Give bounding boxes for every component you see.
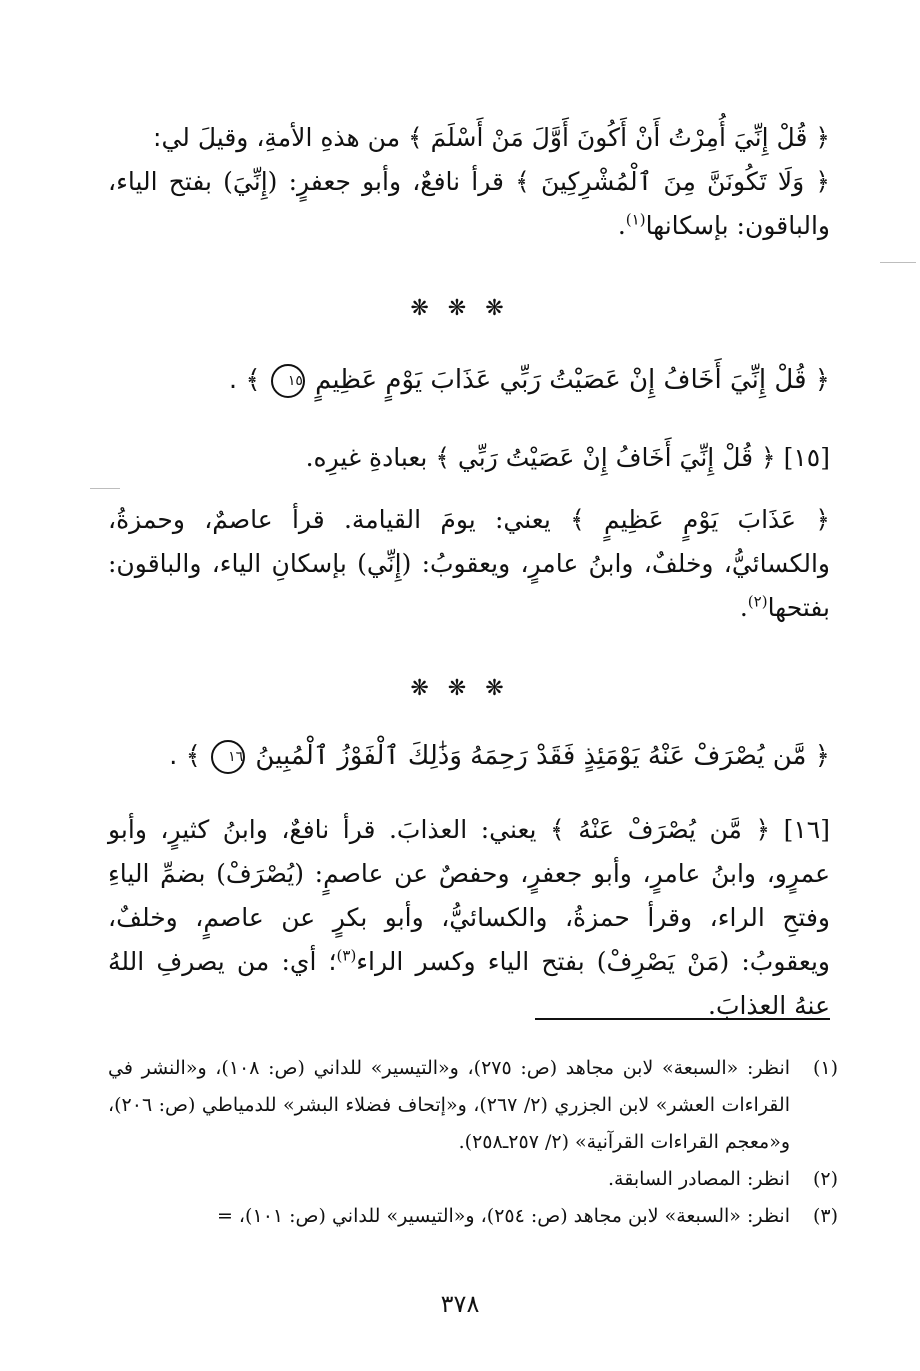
- verse-16-text: مَّن يُصْرَفْ عَنْهُ يَوْمَئِذٍ فَقَدْ رَحِمَهُ وَذَٰلِكَ ٱلْفَوْزُ ٱلْمُبِينُ: [255, 741, 807, 771]
- verse-15-text: قُلْ إِنِّيَ أَخَافُ إِنْ عَصَيْتُ رَبِّي عَذَابَ يَوْمٍ عَظِيمٍ: [315, 365, 807, 395]
- footnote-text: انظر: المصادر السابقة.: [607, 1168, 790, 1190]
- scan-artifact-line: [90, 488, 120, 489]
- footnotes: [108, 1050, 838, 1235]
- verse-15: [108, 358, 830, 402]
- footnote-text: انظر: «السبعة» لابن مجاهد (ص: ٢٧٥)، و«التيسير» للداني (ص: ١٠٨)، و«النشر في القراءات العشر» لابن الجزري (٢/ ٢٦٧)، و«إتحاف فضلاء البشر» للدمياطي (ص: ٢٠٦)، و«معجم القراءات القرآنية» (٢/ ٢٥٧ـ٢٥٨).: [108, 1057, 791, 1153]
- paragraph-verse-15-commentary: [108, 436, 830, 480]
- verse-16: [108, 734, 830, 778]
- commentary-text: ؛ أي: من يصرفِ اللهُ عنهُ العذابَ.: [108, 947, 830, 1020]
- paragraph-verse-16-commentary: [108, 808, 830, 1028]
- verse-open-bracket: ﴿: [806, 365, 830, 395]
- footnote-number: (٣): [812, 1205, 838, 1227]
- footnote-text: انظر: «السبعة» لابن مجاهد (ص: ٢٥٤)، و«التيسير» للداني (ص: ١٠١)، =: [216, 1205, 790, 1227]
- scan-artifact-line: [880, 262, 916, 263]
- footnote-divider: [535, 1018, 830, 1020]
- verse-open-bracket: ﴿: [806, 741, 830, 771]
- footnote-item: [108, 1050, 838, 1161]
- section-separator: ❋ ❋ ❋: [410, 676, 510, 701]
- footnote-item: [108, 1161, 838, 1198]
- verse-quote: ﴿ وَلَا تَكُونَنَّ مِنَ ٱلْمُشْرِكِينَ ﴾: [515, 167, 830, 196]
- period: .: [617, 211, 626, 240]
- footnote-ref-1[interactable]: (١): [625, 210, 646, 229]
- verse-close-bracket: ﴾ .: [169, 741, 210, 771]
- commentary-text: قرأ نافعٌ، وأبو جعفرٍ: (إِنِّيَ) بفتح الياء، والباقون: بإسكانها: [108, 167, 830, 240]
- ayah-number-marker: ١٥: [271, 364, 305, 398]
- ayah-number-marker: ١٦: [211, 740, 245, 774]
- page-number: ٣٧٨: [440, 1290, 480, 1318]
- paragraph-verse-14-continuation: [108, 116, 830, 248]
- section-separator: ❋ ❋ ❋: [410, 296, 510, 321]
- commentary-text: يعني: يومَ القيامة. قرأ عاصمٌ، وحمزةُ، والكسائيُّ، وخلفٌ، وابنُ عامرٍ، ويعقوبُ: (إِنِّي) بإسكانِ الياء، والباقون: بفتحها: [108, 505, 830, 622]
- footnote-item: [108, 1198, 838, 1235]
- footnote-ref-3[interactable]: (٣): [336, 946, 357, 965]
- verse-close-bracket: ﴾ .: [228, 365, 269, 395]
- footnote-number: (١): [812, 1057, 838, 1079]
- verse-quote: ﴿ عَذَابَ يَوْمٍ عَظِيمٍ ﴾: [570, 505, 830, 534]
- paragraph-verse-15-readings: [108, 498, 830, 630]
- period: .: [739, 593, 748, 622]
- commentary-line: [١٥] ﴿ قُلْ إِنِّيَ أَخَافُ إِنْ عَصَيْتُ رَبِّي ﴾ بعبادةِ غيرِه.: [305, 443, 830, 472]
- verse-line: ﴿ قُلْ إِنِّيَ أُمِرْتُ أَنْ أَكُونَ أَوَّلَ مَنْ أَسْلَمَ ﴾ من هذهِ الأمةِ، وقيلَ لي:: [153, 123, 830, 152]
- commentary-text: [١٦] ﴿ مَّن يُصْرَفْ عَنْهُ ﴾ يعني: العذابَ. قرأ نافعٌ، وابنُ كثيرٍ، وأبو عمرٍو، وابنُ عامرٍ، وأبو جعفرٍ، وحفصٌ عن عاصمٍ: (يُصْرَفْ) بضمِّ الياءِ وفتحِ الراء، وقرأ حمزةُ، والكسائيُّ، وأبو بكرٍ عن عاصمٍ، وخلفٌ، ويعقوبُ: (مَنْ يَصْرِفْ) بفتح الياء وكسر الراء: [108, 815, 830, 976]
- footnote-number: (٢): [812, 1168, 838, 1190]
- footnote-ref-2[interactable]: (٢): [747, 592, 768, 611]
